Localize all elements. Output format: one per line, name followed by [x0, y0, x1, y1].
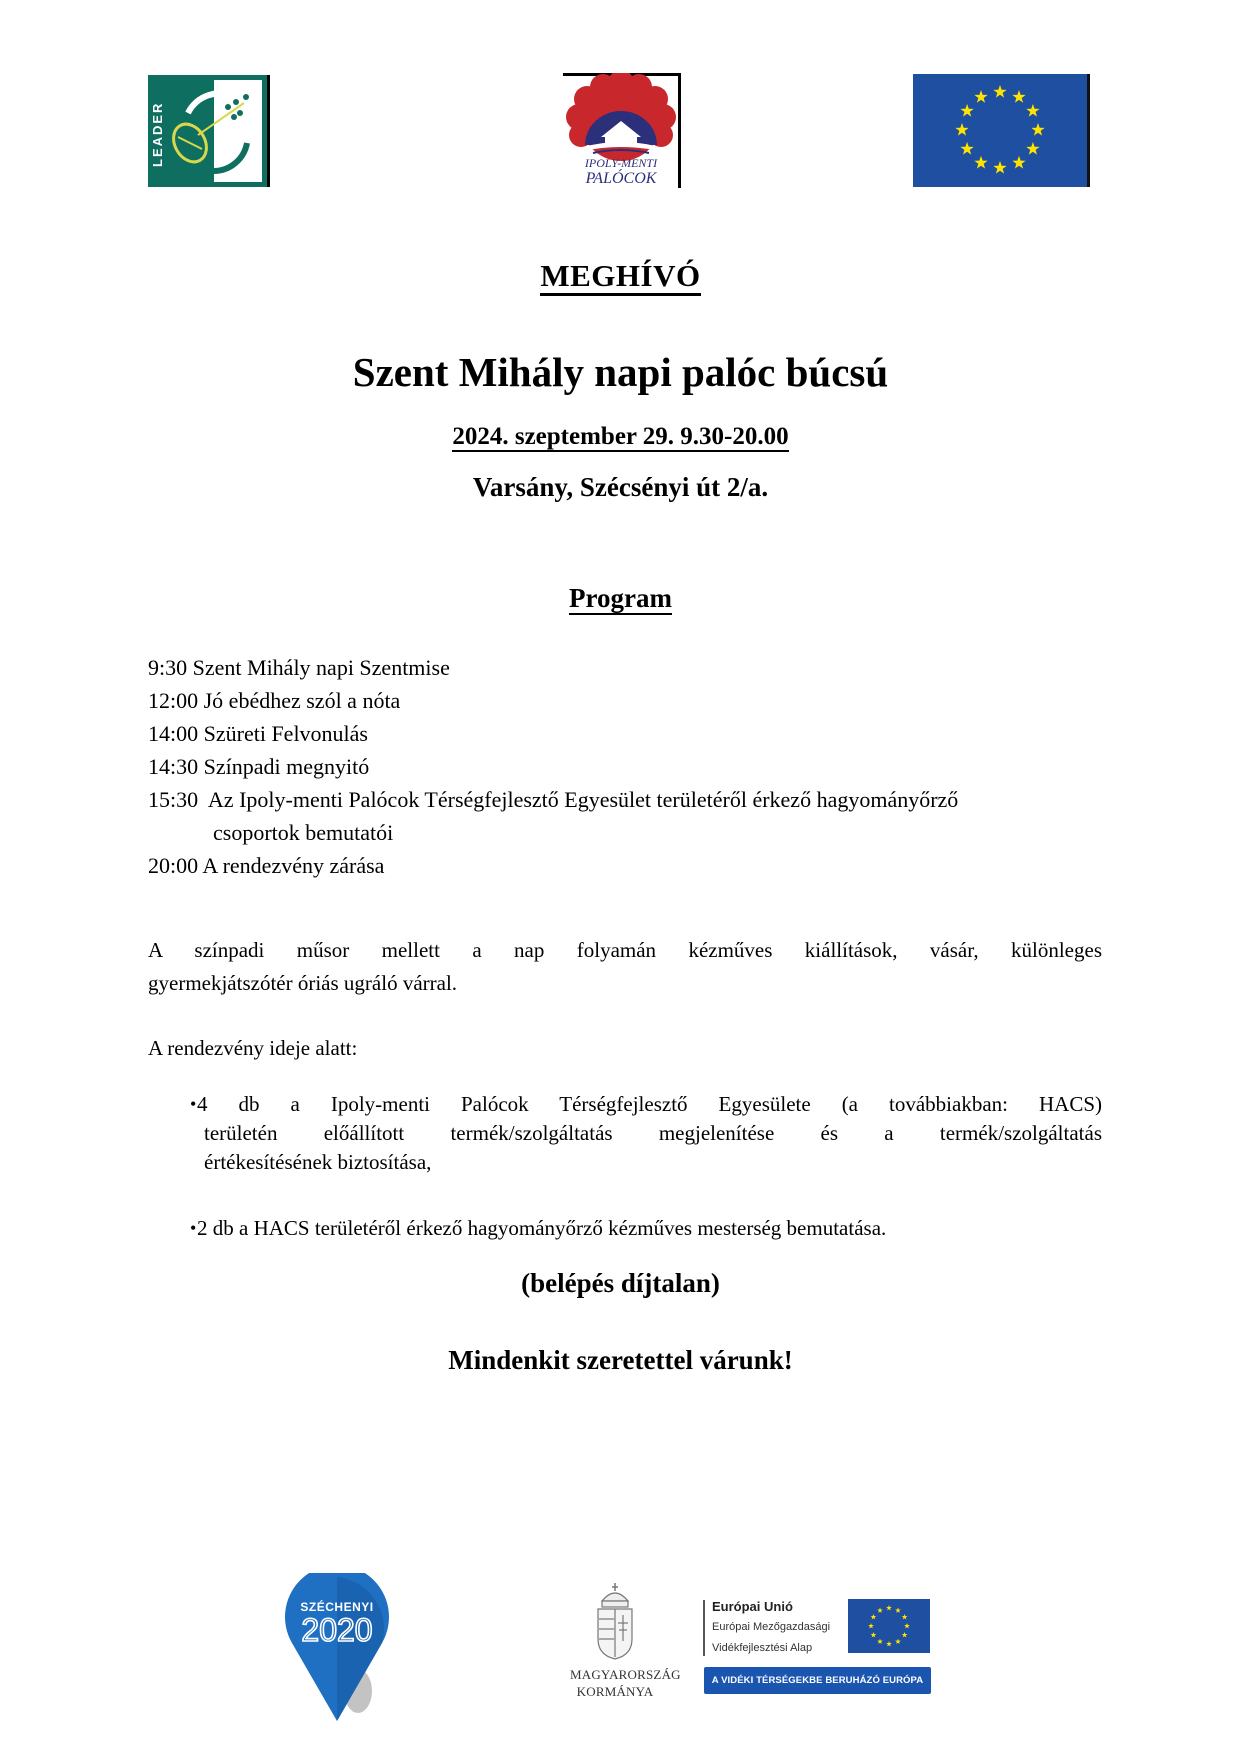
- coat-of-arms-icon: [570, 1583, 660, 1663]
- program-heading-text: Program: [569, 583, 672, 613]
- program-text: Színpadi megnyitó: [203, 754, 370, 779]
- divider: [703, 1600, 705, 1656]
- eu-fund-banner: A VIDÉKI TÉRSÉGEKBE BERUHÁZÓ EURÓPA: [704, 1667, 931, 1694]
- szechenyi-text: SZÉCHENYI: [300, 1600, 374, 1614]
- government-line2: KORMÁNYA: [576, 1684, 654, 1699]
- eu-agricultural-fund-logo: [703, 1597, 933, 1697]
- leader-text: LEADER: [150, 101, 165, 167]
- eu-flag-logo: [913, 74, 1090, 187]
- program-list: [148, 651, 1108, 882]
- event-title: Szent Mihály napi palóc búcsú: [352, 349, 889, 395]
- description-line-1: A színpadi műsor mellett a nap folyamán kézműves kiállítások, vásár, különleges: [148, 938, 1102, 962]
- bullet-text: 2 db a HACS területéről érkező hagyományőrző kézműves mesterség bemutatása.: [197, 1216, 887, 1240]
- program-text: Jó ebédhez szól a nóta: [203, 688, 401, 713]
- description-line-2: gyermekjátszótér óriás ugráló várral.: [148, 971, 458, 995]
- invitation-label: [0, 258, 1241, 294]
- eu-fund-line2: Európai Mezőgazdasági: [712, 1621, 831, 1633]
- program-item: [148, 783, 1108, 816]
- palocok-line1: IPOLY-MENTI: [584, 156, 658, 170]
- leader-logo: [148, 75, 270, 187]
- program-time: 20:00: [148, 853, 199, 878]
- invitation-label-text: MEGHÍVÓ: [540, 258, 700, 296]
- program-item: [148, 717, 1108, 750]
- bullet-line: területén előállított termék/szolgáltatás megjelenítése és a termék/szolgáltatás: [204, 1121, 1102, 1145]
- program-heading: [0, 583, 1241, 614]
- program-item-continuation: csoportok bemutatói: [213, 820, 394, 845]
- program-text: A rendezvény zárása: [202, 853, 385, 878]
- program-item: [148, 849, 1108, 882]
- program-text: Szent Mihály napi Szentmise: [192, 655, 450, 680]
- bullet-icon: •: [190, 1218, 197, 1238]
- program-item: [148, 651, 1108, 684]
- bullet-line: értékesítésének biztosítása,: [204, 1150, 432, 1174]
- eu-fund-title: Európai Unió: [712, 1599, 793, 1614]
- event-duration-intro: A rendezvény ideje alatt:: [148, 1036, 358, 1060]
- free-entry-note: (belépés díjtalan): [521, 1268, 720, 1298]
- szechenyi-2020-logo: [282, 1573, 392, 1723]
- program-time: 15:30: [148, 787, 199, 812]
- description-paragraph: [148, 934, 1102, 1000]
- government-line1: MAGYARORSZÁG: [570, 1667, 681, 1682]
- bullet-line: 4 db a Ipoly-menti Palócok Térségfejlesztő Egyesülete (a továbbiakban: HACS): [197, 1092, 1102, 1116]
- program-item: [148, 684, 1108, 717]
- program-text: Az Ipoly-menti Palócok Térségfejlesztő Egyesület területéről érkező hagyományőrző: [207, 787, 959, 812]
- program-time: 9:30: [148, 655, 188, 680]
- program-time: 14:30: [148, 754, 199, 779]
- bullet-icon: •: [190, 1094, 197, 1114]
- eu-fund-line3: Vidékfejlesztési Alap: [712, 1642, 813, 1654]
- event-date: [0, 423, 1241, 451]
- ipoly-menti-palocok-logo: [563, 73, 681, 188]
- government-text: [570, 1666, 681, 1700]
- szechenyi-year: 2020: [301, 1612, 373, 1648]
- bullet-text: [197, 1090, 1102, 1177]
- palocok-line2: PALÓCOK: [585, 170, 657, 187]
- program-time: 14:00: [148, 721, 199, 746]
- event-address: Varsány, Szécsényi út 2/a.: [472, 472, 769, 502]
- event-date-text: 2024. szeptember 29. 9.30-20.00: [452, 423, 789, 450]
- hungarian-government-logo: [570, 1583, 681, 1699]
- welcome-message: Mindenkit szeretettel várunk!: [448, 1345, 793, 1375]
- program-item: [148, 750, 1108, 783]
- eu-flag-icon: [848, 1599, 930, 1653]
- program-text: Szüreti Felvonulás: [203, 721, 368, 746]
- program-time: 12:00: [148, 688, 199, 713]
